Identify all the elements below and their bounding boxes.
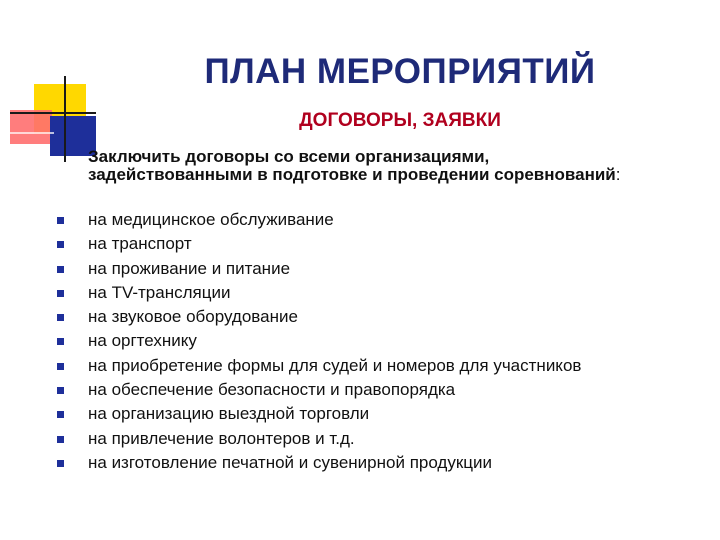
list-item-text: на TV-трансляции [88,282,231,302]
intro-suffix: : [615,165,621,184]
square-bullet-icon [57,363,64,370]
square-bullet-icon [57,217,64,224]
list-item-text: на организацию выездной торговли [88,404,370,424]
list-item-text: на медицинское обслуживание [88,210,334,229]
list-item-text: на изготовление печатной и сувенирной продукции [88,452,493,472]
list-item-text: на транспорт [88,234,192,254]
square-bullet-icon [57,314,64,321]
list-item-text: на проживание и питание [88,258,291,278]
square-bullet-icon [57,460,64,467]
list-item [0,329,720,353]
list-item [0,281,720,305]
list-item [0,305,720,329]
list-item-text: на оргтехнику [88,331,197,351]
decor-highlight-line [10,132,54,134]
square-bullet-icon [57,387,64,394]
list-item [0,354,720,378]
decor-horizontal-line [10,112,96,114]
list-item [0,257,720,281]
list-item [0,378,720,402]
square-bullet-icon [57,436,64,443]
list-item [0,427,720,451]
decor-red-square [10,110,52,144]
list-item-text: на приобретение формы для судей и номеров для участников [88,355,582,375]
list-item [0,402,720,426]
decor-vertical-line [64,76,66,162]
bullet-list [0,208,720,475]
list-item-text: на звуковое оборудование [88,307,298,327]
intro-paragraph [88,148,628,184]
square-bullet-icon [57,290,64,297]
square-bullet-icon [57,241,64,248]
slide-title: ПЛАН МЕРОПРИЯТИЙ [204,52,596,91]
list-item-text: на привлечение волонтеров и т.д. [88,428,355,448]
list-item [0,232,720,256]
intro-bold-text: Заключить договоры со всеми организациями, задействованными в подготовке и проведении соревнований [88,147,616,184]
list-item-text: на обеспечение безопасности и правопорядка [88,380,456,400]
list-item [0,451,720,475]
list-item [0,208,720,232]
slide-subtitle: ДОГОВОРЫ, ЗАЯВКИ [299,110,501,131]
square-bullet-icon [57,266,64,273]
square-bullet-icon [57,338,64,345]
square-bullet-icon [57,411,64,418]
